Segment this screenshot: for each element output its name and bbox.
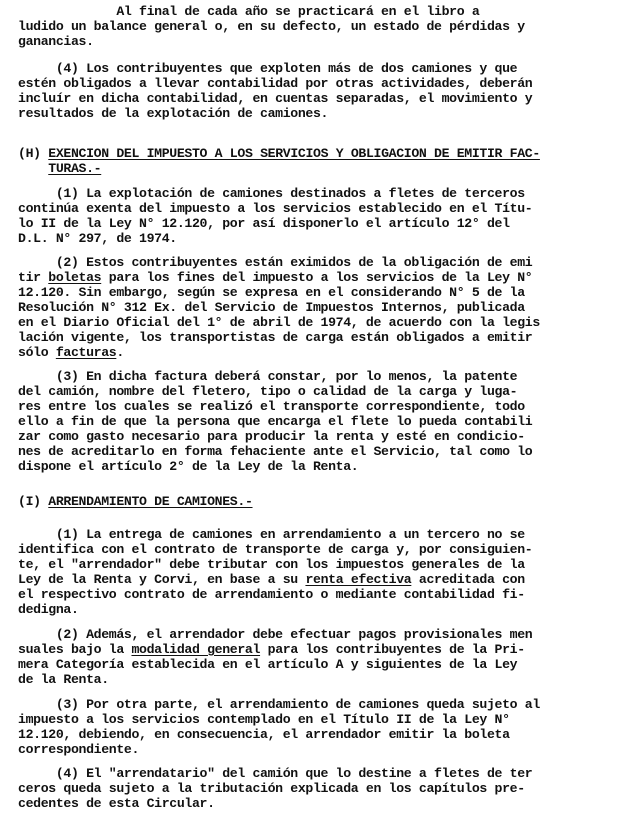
text-line: dedigna.: [18, 602, 79, 617]
text-line: lo II de la Ley N° 12.120, por así disponerlo el artículo 12° del: [18, 216, 510, 231]
text-line: Resolución N° 312 Ex. del Servicio de Impuestos Internos, publicada: [18, 300, 525, 315]
text-line: cedentes de esta Circular.: [18, 796, 215, 811]
text-line: (2) Además, el arrendador debe efectuar pagos provisionales men: [18, 627, 533, 642]
text-span: acreditada con: [411, 572, 525, 587]
section-label: (H): [18, 146, 41, 161]
text-line: 12.120, debiendo, en consecuencia, el arrendador emitir la boleta: [18, 727, 510, 742]
text-line: (1) La entrega de camiones en arrendamiento a un tercero no se: [18, 527, 525, 542]
section-title: ARRENDAMIENTO DE CAMIONES.-: [48, 494, 253, 509]
text-line: D.L. N° 297, de 1974.: [18, 231, 177, 246]
text-line: 12.120. Sin embargo, según se expresa en el considerando N° 5 de la: [18, 285, 525, 300]
text-line: (4) El "arrendatario" del camión que lo destine a fletes de ter: [18, 766, 533, 781]
text-line: incluír en dicha contabilidad, en cuentas separadas, el movimiento y: [18, 91, 533, 106]
text-line: de la Renta.: [18, 672, 109, 687]
text-line: dispone el artículo 2° de la Ley de la Renta.: [18, 459, 359, 474]
text-span: tir: [18, 270, 49, 285]
text-line: [18, 146, 540, 162]
underlined-term: renta efectiva: [305, 572, 412, 587]
text-span: sólo: [18, 345, 56, 360]
text-line: (3) Por otra parte, el arrendamiento de camiones queda sujeto al: [18, 697, 540, 712]
text-line: ceros queda sujeto a la tributación explicada en los capítulos pre-: [18, 781, 525, 796]
text-line: correspondiente.: [18, 742, 140, 757]
section-title-continued: TURAS.-: [48, 161, 102, 176]
text-line: el respectivo contrato de arrendamiento o mediante contabilidad fi-: [18, 587, 525, 602]
text-line: en el Diario Oficial del 1° de abril de 1974, de acuerdo con la legis: [18, 315, 540, 330]
text-line: (1) La explotación de camiones destinados a fletes de terceros: [18, 186, 525, 201]
text-span: Ley de la Renta y Corvi, en base a su: [18, 572, 306, 587]
text-span: para los fines del impuesto a los servicios de la Ley N°: [101, 270, 533, 285]
text-line: lación vigente, los transportistas de carga están obligados a emitir: [18, 330, 533, 345]
text-line: [18, 270, 532, 286]
text-line: zar como gasto necesario para producir la renta y esté en condicio-: [18, 429, 525, 444]
text-line: ello a fin de que la persona que encarga el flete lo pueda contabili: [18, 414, 533, 429]
underlined-term: boletas: [48, 270, 102, 285]
text-line: ludido un balance general o, en su defecto, un estado de pérdidas y: [18, 19, 525, 34]
text-line: [18, 572, 525, 588]
text-line: (2) Estos contribuyentes están eximidos de la obligación de emi: [18, 255, 533, 270]
text-line: impuesto a los servicios contemplado en el Título II de la Ley N°: [18, 712, 510, 727]
text-line: [18, 642, 525, 658]
underlined-term: facturas: [55, 345, 117, 360]
text-line: continúa exenta del impuesto a los servicios establecido en el Títu-: [18, 201, 533, 216]
section-label: (I): [18, 494, 41, 509]
underlined-term: modalidad general: [131, 642, 261, 657]
text-line: del camión, nombre del fletero, tipo o calidad de la carga y luga-: [18, 384, 518, 399]
text-line: [18, 345, 124, 361]
text-line: estén obligados a llevar contabilidad por otras actividades, deberán: [18, 76, 533, 91]
text-line: [18, 161, 101, 177]
section-title: EXENCION DEL IMPUESTO A LOS SERVICIOS Y OBLIGACION DE EMITIR FAC-: [48, 146, 540, 161]
text-line: ganancias.: [18, 34, 94, 49]
text-line: nes de acreditarlo en forma fehaciente ante el Servicio, tal como lo: [18, 444, 533, 459]
text-line: (4) Los contribuyentes que exploten más de dos camiones y que: [18, 61, 518, 76]
text-line: res entre los cuales se realizó el transporte correspondiente, todo: [18, 399, 525, 414]
text-span: .: [116, 345, 124, 360]
text-line: mera Categoría establecida en el artículo A y siguientes de la Ley: [18, 657, 518, 672]
text-span: suales bajo la: [18, 642, 132, 657]
text-line: Al final de cada año se practicará en el libro a: [18, 4, 480, 19]
text-line: te, el "arrendador" debe tributar con los impuestos generales de la: [18, 557, 525, 572]
text-line: resultados de la explotación de camiones.: [18, 106, 329, 121]
text-line: identifica con el contrato de transporte de carga y, por consiguien-: [18, 542, 533, 557]
text-line: [18, 494, 253, 510]
text-span: para los contribuyentes de la Pri-: [260, 642, 525, 657]
text-line: (3) En dicha factura deberá constar, por lo menos, la patente: [18, 369, 518, 384]
